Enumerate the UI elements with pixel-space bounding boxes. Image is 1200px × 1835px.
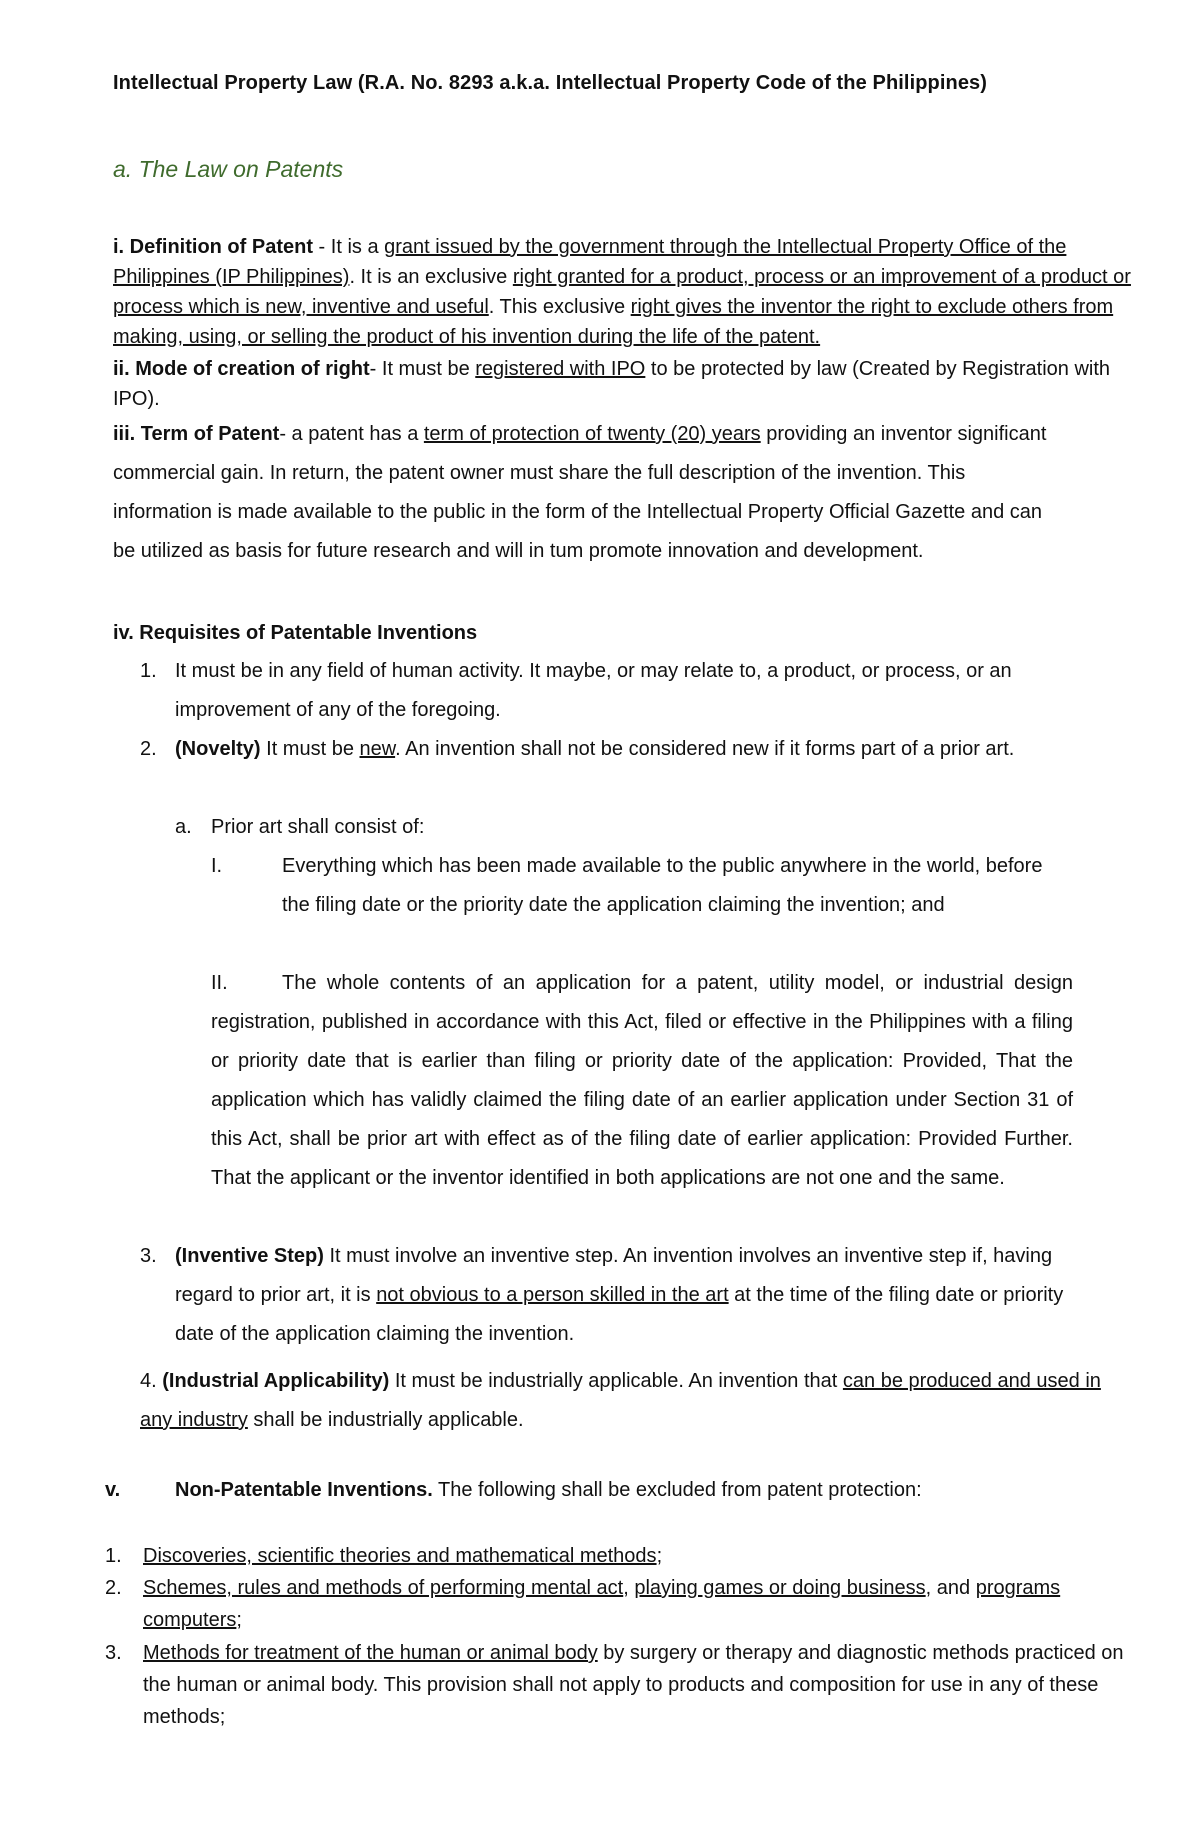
text: providing an inventor significant commercial gain. In return, the patent owner must share the full description of the invention. This information is made available to the public in the form of the Intellectual Property Official Gazette and can be utilized as basis for future research and will in tum promote innovation and development.: [113, 423, 1047, 562]
list-number: 2.: [105, 1577, 122, 1599]
excluded-item: [143, 1637, 1133, 1733]
roman-number: I.: [211, 855, 223, 877]
text: It must be industrially applicable. An invention that: [389, 1370, 843, 1392]
text: . This exclusive: [488, 296, 631, 318]
underlined-text: right gives the inventor the right to exclude others from making, using, or selling the product of his invention during the life of the patent.: [113, 296, 1114, 348]
section-number: v.: [105, 1479, 121, 1501]
text: It must involve an inventive step. An invention involves an inventive step if, having regard to prior art, it is: [175, 1245, 1053, 1306]
list-number: 3.: [140, 1245, 157, 1267]
underlined-text: Discoveries, scientific theories and mathematical methods: [143, 1545, 657, 1567]
list-number: 3.: [105, 1642, 122, 1664]
list-number: 1.: [105, 1545, 122, 1567]
term-paragraph: [113, 415, 1063, 571]
mode-of-creation-paragraph: [113, 354, 1133, 414]
underlined-text: programs computers: [143, 1577, 1061, 1631]
prior-art-intro: Prior art shall consist of:: [211, 816, 425, 838]
mode-label: ii. Mode of creation of right: [113, 358, 370, 380]
requisites-heading: iv. Requisites of Patentable Inventions: [113, 622, 478, 644]
text: . An invention shall not be considered new if it forms part of a prior art.: [395, 738, 1015, 760]
underlined-text: not obvious to a person skilled in the art: [376, 1284, 729, 1306]
underlined-text: right granted for a product, process or an improvement of a product or process which is new, inventive and useful: [113, 266, 1131, 318]
industrial-label: (Industrial Applicability): [162, 1370, 390, 1392]
excluded-item: [143, 1572, 1123, 1636]
text: - It must be: [369, 358, 476, 380]
text: - a patent has a: [279, 423, 424, 445]
term-label: iii. Term of Patent: [113, 423, 280, 445]
definition-label: i. Definition of Patent: [113, 236, 313, 258]
document-title: Intellectual Property Law (R.A. No. 8293 a.k.a. Intellectual Property Code of the Philippines): [113, 72, 988, 94]
industrial-applicability-item: [140, 1362, 1110, 1440]
text: It must be: [260, 738, 360, 760]
list-number: 4.: [140, 1370, 157, 1392]
text: ;: [656, 1545, 663, 1567]
underlined-text: playing games or doing business: [634, 1577, 926, 1599]
non-patentable-heading: [175, 1475, 1125, 1505]
novelty-item: [175, 730, 1075, 769]
text: , and: [925, 1577, 976, 1599]
list-number: 1.: [140, 660, 157, 682]
underlined-text: Methods for treatment of the human or animal body: [143, 1642, 598, 1664]
roman-number: II.: [211, 972, 228, 994]
list-letter: a.: [175, 816, 192, 838]
requisite-item: It must be in any field of human activity. It maybe, or may relate to, a product, or process, or an improvement of any of the foregoing.: [175, 660, 1012, 721]
novelty-label: (Novelty): [175, 738, 261, 760]
text: by surgery or therapy and diagnostic methods practiced on the human or animal body. This provision shall not apply to products and composition for use in any of these methods;: [143, 1642, 1124, 1728]
text: The following shall be excluded from patent protection:: [432, 1479, 922, 1501]
excluded-item: [143, 1540, 1123, 1572]
text: shall be industrially applicable.: [247, 1409, 524, 1431]
text: ;: [236, 1609, 242, 1631]
text: . It is an exclusive: [349, 266, 513, 288]
underlined-text: registered with IPO: [475, 358, 646, 380]
underlined-text: term of protection of twenty (20) years: [423, 423, 761, 445]
definition-paragraph: [113, 232, 1133, 352]
text: - It is a: [313, 236, 385, 258]
prior-art-item: The whole contents of an application for a patent, utility model, or industrial design registration, published in accordance with this Act, filed or effective in the Philippines with a filing or priority date that is earlier than filing or priority date of the application: Provided, That the application which has validly claimed the filing date of an earlier application under Section 31 of this Act, shall be prior art with effect as of the filing date of earlier application: Provided Further. That the applicant or the inventor identified in both applications are not one and the same.: [211, 972, 1073, 1189]
text: ,: [623, 1577, 635, 1599]
inventive-step-label: (Inventive Step): [175, 1245, 324, 1267]
text: to be protected by law (Created by Registration with IPO).: [113, 358, 1111, 410]
underlined-text: Schemes, rules and methods of performing mental act: [143, 1577, 624, 1599]
non-patentable-label: Non-Patentable Inventions.: [175, 1479, 433, 1501]
underlined-text: can be produced and used in any industry: [140, 1370, 1101, 1431]
prior-art-item: Everything which has been made available to the public anywhere in the world, before the filing date or the priority date the application claiming the invention; and: [282, 855, 1043, 916]
underlined-text: grant issued by the government through the Intellectual Property Office of the Philippines (IP Philippines): [113, 236, 1067, 288]
list-number: 2.: [140, 738, 157, 760]
text: at the time of the filing date or priority date of the application claiming the invention.: [175, 1284, 1064, 1345]
underlined-text: new: [359, 738, 396, 760]
section-heading-patents: a. The Law on Patents: [113, 156, 344, 182]
inventive-step-item: [175, 1237, 1105, 1354]
